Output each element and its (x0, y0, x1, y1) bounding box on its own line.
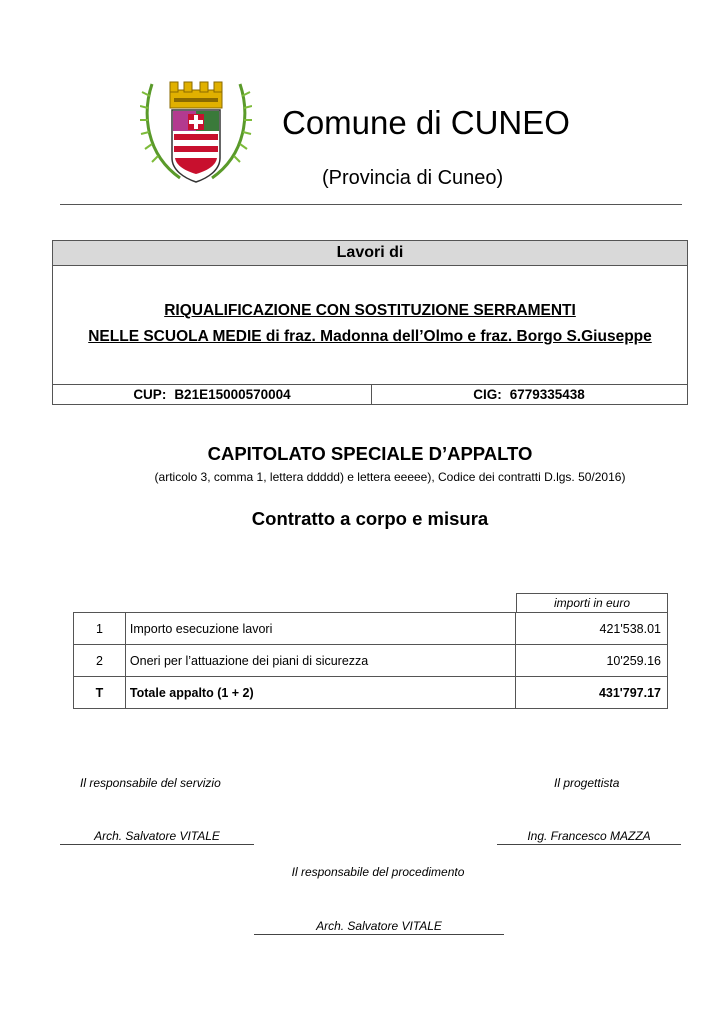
province-subtitle: (Provincia di Cuneo) (322, 167, 504, 189)
service-manager-name: Arch. Salvatore VITALE (60, 829, 254, 845)
table-row (74, 645, 668, 677)
coat-of-arms-icon (140, 74, 252, 186)
codes-row (53, 384, 687, 405)
row-amount: 10'259.16 (516, 645, 668, 677)
works-box (52, 240, 688, 405)
row-number: 2 (74, 645, 126, 677)
cig-cell (371, 385, 687, 405)
cig-value: 6779335438 (509, 387, 585, 402)
cup-label: CUP: (133, 387, 167, 402)
works-title-line2: NELLE SCUOLA MEDIE di fraz. Madonna dell’Olmo e fraz. Borgo S.Giuseppe (88, 328, 652, 345)
row-number: T (74, 677, 126, 709)
cig-label: CIG: (473, 387, 502, 402)
works-heading: Lavori di (53, 241, 687, 266)
row-amount: 431'797.17 (516, 677, 668, 709)
document-title: CAPITOLATO SPECIALE D’APPALTO (207, 443, 533, 464)
amounts-table (73, 612, 668, 709)
cup-value: B21E15000570004 (174, 387, 291, 402)
row-number: 1 (74, 613, 126, 645)
contract-type: Contratto a corpo e misura (251, 508, 489, 529)
designer-name: Ing. Francesco MAZZA (497, 829, 681, 845)
row-description: Oneri per l’attuazione dei piani di sicurezza (125, 645, 515, 677)
cup-cell (53, 385, 372, 405)
works-title-line1: RIQUALIFICAZIONE CON SOSTITUZIONE SERRAMENTI (164, 302, 576, 319)
row-description: Totale appalto (1 + 2) (125, 677, 515, 709)
procedure-manager-label: Il responsabile del procedimento (291, 865, 465, 879)
total-row (74, 677, 668, 709)
legal-reference: (articolo 3, comma 1, lettera ddddd) e lettera eeeee), Codice dei contratti D.lgs. 50/2016) (154, 470, 626, 484)
table-row (74, 613, 668, 645)
amounts-header: importi in euro (516, 593, 668, 612)
service-manager-label: Il responsabile del servizio (80, 776, 221, 790)
header-divider (60, 204, 682, 205)
page-title: Comune di CUNEO (282, 104, 570, 141)
procedure-manager-name: Arch. Salvatore VITALE (254, 919, 504, 935)
row-amount: 421'538.01 (516, 613, 668, 645)
designer-label: Il progettista (554, 776, 620, 790)
row-description: Importo esecuzione lavori (125, 613, 515, 645)
